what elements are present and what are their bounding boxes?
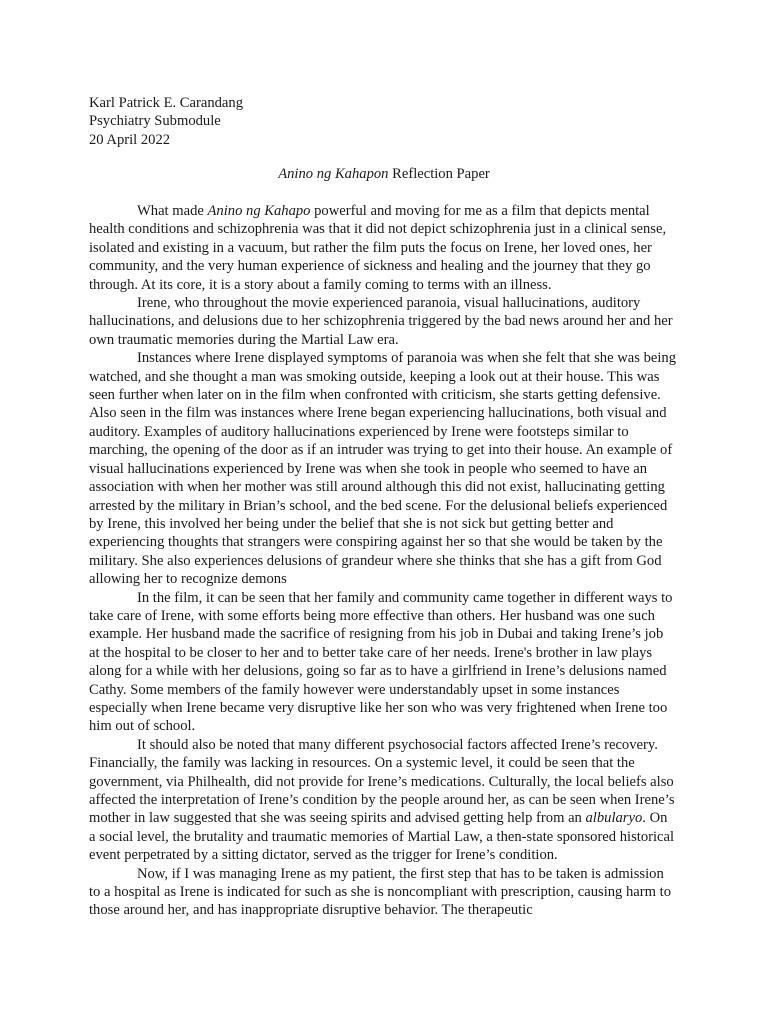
film-title-inline: Anino ng Kahapo: [207, 203, 311, 219]
paragraph-4: In the film, it can be seen that her family and community came together in different ways to take care of Irene, with some efforts being more effective than others. Her husband was one such example. Her husband made the sacrifice of resigning from his job in Dubai and taking Irene’s job at the hospital to be closer to her and to better take care of her needs. Irene's brother in law plays along for a while with her delusions, going so far as to have a girlfriend in Irene’s delusions named Cathy. Some members of the family however were understandably upset in some instances especially when Irene became very disruptive like her son who was very frightened when Irene too him out of school.: [89, 589, 673, 735]
paper-title: [0, 165, 768, 183]
paragraph-3: Instances where Irene displayed symptoms of paranoia was when she felt that she was being watched, and she thought a man was smoking outside, keeping a look out at their house. This was seen further when later on in the film when confronted with criticism, she starts getting defensive. Also seen in the film was instances where Irene began experiencing hallucinations, both visual and auditory. Examples of auditory hallucinations experienced by Irene were footsteps similar to marching, the opening of the door as if an intruder was trying to get into their house. An example of visual hallucinations experienced by Irene was when she took in people who seemed to have an association with when her mother was still around although this did not exist, hallucinating getting arrested by the military in Brian’s school, and the bed scene. For the delusional beliefs experienced by Irene, this involved her being under the belief that she is not sick but getting better and experiencing thoughts that strangers were conspiring against her so that she would be taken by the military. She also experiences delusions of grandeur where she thinks that she has a gift from God allowing her to recognize demons: [89, 350, 676, 588]
course-name: Psychiatry Submodule: [89, 113, 221, 130]
paragraph-1: [89, 202, 677, 294]
document-date: 20 April 2022: [89, 131, 171, 148]
paragraph-1-text-b: powerful and moving for me as a film that depicts mental health conditions and schizophrenia was that it did not depict schizophrenia just in a clinical sense, isolated and existing in a vacuum, but rather the film puts the focus on Irene, her loved ones, her community, and the very human experience of sickness and healing and the journey that they go through. At its core, it is a story about a family coming to terms with an illness.: [89, 203, 667, 293]
document-header: [89, 94, 243, 149]
albularyo-term: albularyo: [585, 810, 643, 827]
title-suffix: Reflection Paper: [388, 166, 490, 182]
paragraph-5-text-a: It should also be noted that many different psychosocial factors affected Irene’s recovery. Financially, the family was lacking in resources. On a systemic level, it could be seen that the government, via Philhealth, did not provide for Irene’s medications. Culturally, the local beliefs also affected the interpretation of Irene’s condition by the people around her, as can be seen when Irene’s mother in law suggested that she was seeing spirits and advised getting help from an: [89, 736, 675, 827]
paragraph-1-text-a: What made: [137, 203, 208, 219]
paper-body: [89, 202, 677, 920]
paragraph-2: Irene, who throughout the movie experienced paranoia, visual hallucinations, auditory hallucinations, and delusions due to her schizophrenia triggered by the bad news around her and her own traumatic memories during the Martial Law era.: [89, 295, 673, 348]
paragraph-6: Now, if I was managing Irene as my patient, the first step that has to be taken is admission to a hospital as Irene is indicated for such as she is noncompliant with prescription, causing harm to those around her, and has inappropriate disruptive behavior. The therapeutic: [89, 865, 671, 919]
paragraph-5: [89, 736, 677, 865]
film-title: Anino ng Kahapon: [278, 166, 389, 182]
author-name: Karl Patrick E. Carandang: [89, 95, 243, 111]
paragraph-5-text-b: . On a social level, the brutality and traumatic memories of Martial Law, a then-state sponsored historical event perpetrated by a sitting dictator, served as the trigger for Irene’s condition.: [89, 810, 675, 864]
